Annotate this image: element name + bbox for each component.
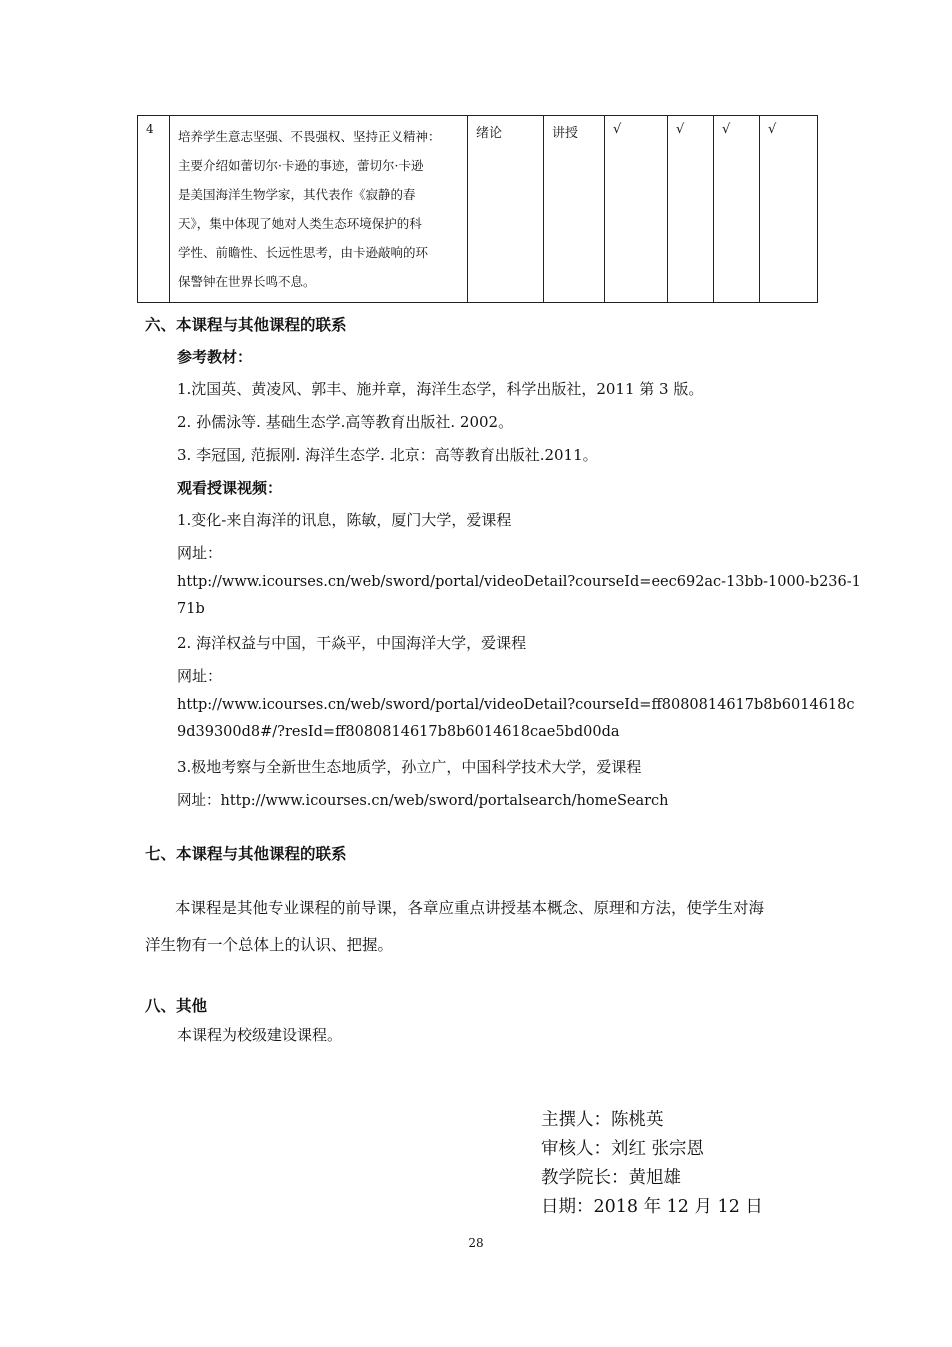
section6-heading: 六、本课程与其他课程的联系 bbox=[145, 315, 347, 334]
section8-paragraph: 本课程为校级建设课程。 bbox=[177, 1026, 343, 1044]
section7-paragraph: 本课程是其他专业课程的前导课，各章应重点讲授基本概念、原理和方法，使学生对海 bbox=[175, 899, 765, 917]
textbook-item: 3. 李冠国, 范振刚. 海洋生态学. 北京：高等教育出版社.2011。 bbox=[177, 446, 598, 464]
url-label: 网址： bbox=[177, 667, 223, 685]
course-outline-table bbox=[137, 115, 818, 303]
page-number: 28 bbox=[468, 1236, 484, 1250]
content-line: 保警钟在世界长鸣不息。 bbox=[178, 274, 316, 289]
video-url-link[interactable]: 网址：http://www.icourses.cn/web/sword/portalsearch/homeSearch bbox=[177, 793, 669, 809]
video-url-link[interactable]: 71b bbox=[177, 601, 205, 617]
signature-author: 主撰人：陈桃英 bbox=[541, 1110, 664, 1130]
row-content bbox=[170, 116, 468, 303]
video-url-link[interactable]: http://www.icourses.cn/web/sword/portal/videoDetail?courseId=eec692ac-13bb-1000-b236-1 bbox=[177, 574, 861, 590]
content-line: 学性、前瞻性、长远性思考，由卡逊敲响的环 bbox=[178, 245, 429, 260]
url-label: 网址： bbox=[177, 544, 223, 562]
signature-date: 日期：2018 年 12 月 12 日 bbox=[541, 1197, 763, 1217]
textbook-item: 1.沈国英、黄凌风、郭丰、施并章，海洋生态学，科学出版社，2011 第 3 版。 bbox=[177, 380, 704, 398]
row-method: 讲授 bbox=[544, 116, 605, 303]
check-mark: √ bbox=[760, 116, 818, 303]
video-title: 3.极地考察与全新世生态地质学，孙立广，中国科学技术大学，爱课程 bbox=[177, 758, 642, 776]
content-line: 天》，集中体现了她对人类生态环境保护的科 bbox=[178, 216, 422, 231]
content-line: 主要介绍如蕾切尔·卡逊的事迹，蕾切尔·卡逊 bbox=[178, 158, 424, 173]
textbooks-label: 参考教材： bbox=[177, 348, 253, 366]
videos-label: 观看授课视频： bbox=[177, 479, 283, 497]
content-line: 培养学生意志坚强、不畏强权、坚持正义精神： bbox=[178, 129, 441, 144]
row-chapter: 绪论 bbox=[468, 116, 544, 303]
content-line: 是美国海洋生物学家，其代表作《寂静的春 bbox=[178, 187, 416, 202]
table-row bbox=[138, 116, 818, 303]
video-title: 1.变化-来自海洋的讯息，陈敏，厦门大学，爱课程 bbox=[177, 511, 512, 529]
row-number: 4 bbox=[138, 116, 170, 303]
section7-heading: 七、本课程与其他课程的联系 bbox=[145, 844, 347, 863]
section8-heading: 八、其他 bbox=[145, 996, 208, 1015]
video-url-link[interactable]: http://www.icourses.cn/web/sword/portal/videoDetail?courseId=ff8080814617b8b6014618c bbox=[177, 697, 855, 713]
signature-dean: 教学院长：黄旭雄 bbox=[541, 1168, 681, 1188]
textbook-item: 2. 孙儒泳等. 基础生态学.高等教育出版社. 2002。 bbox=[177, 413, 514, 431]
check-mark: √ bbox=[714, 116, 760, 303]
video-title: 2. 海洋权益与中国，干焱平，中国海洋大学，爱课程 bbox=[177, 634, 527, 652]
check-mark: √ bbox=[668, 116, 714, 303]
section7-paragraph: 洋生物有一个总体上的认识、把握。 bbox=[145, 936, 394, 954]
check-mark: √ bbox=[605, 116, 668, 303]
video-url-link[interactable]: 9d39300d8#/?resId=ff8080814617b8b6014618cae5bd00da bbox=[177, 724, 620, 740]
signature-reviewer: 审核人：刘红 张宗恩 bbox=[541, 1139, 705, 1159]
